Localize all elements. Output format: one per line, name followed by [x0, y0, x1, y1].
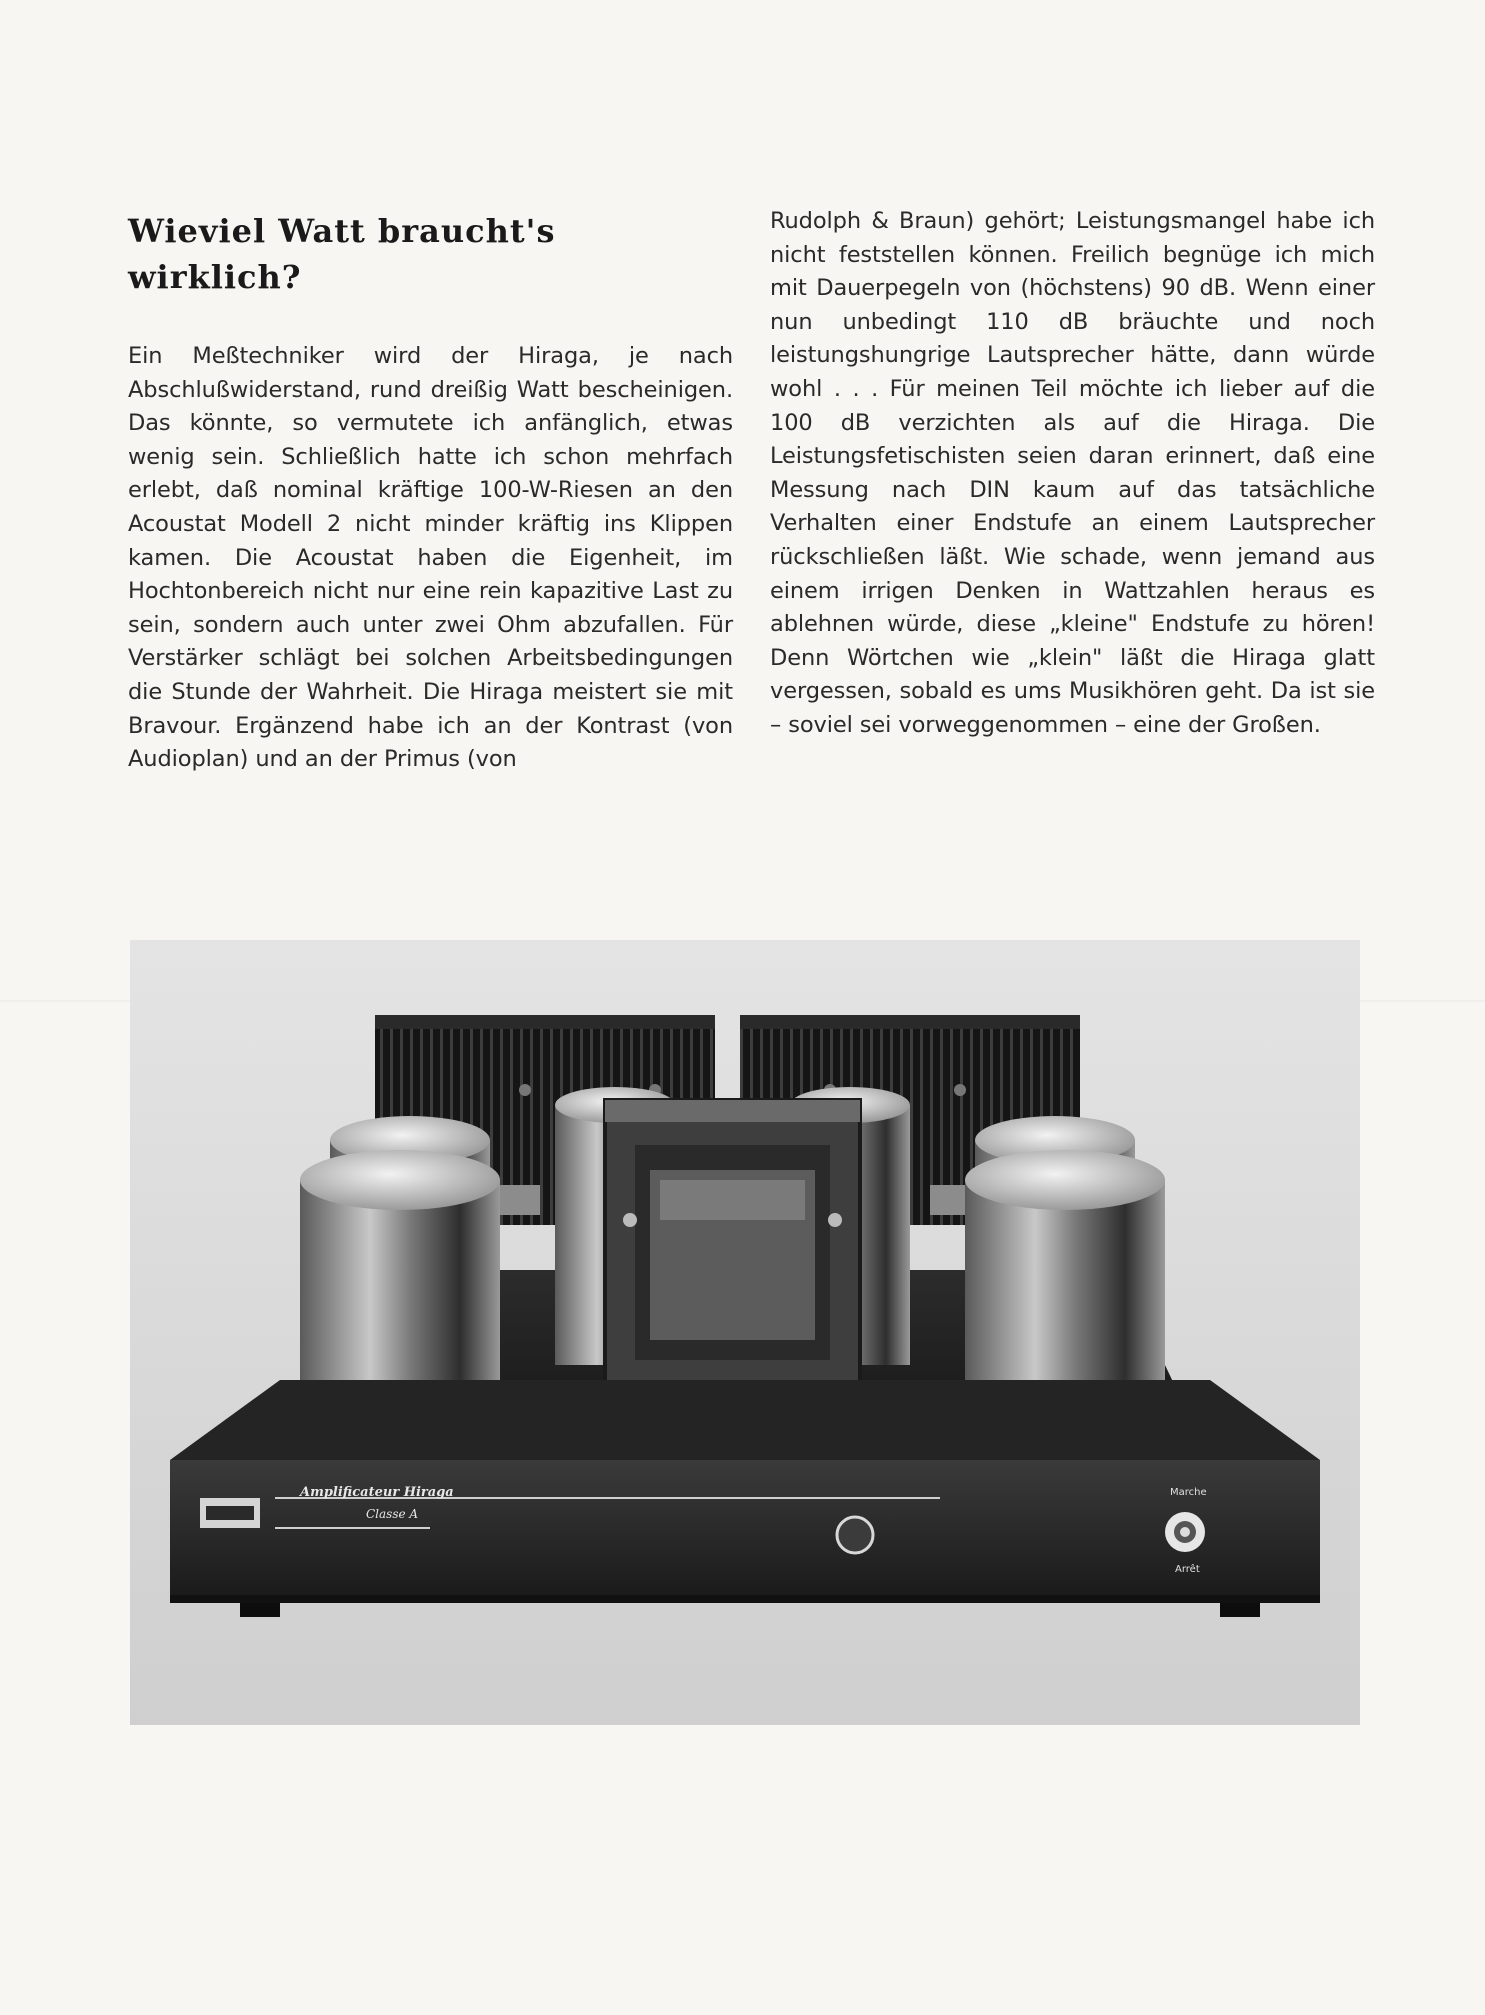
chassis-front-panel	[170, 1460, 1320, 1600]
output-transformer	[605, 1100, 860, 1400]
panel-class-label: Classe A	[366, 1507, 419, 1521]
switch-label-marche: Marche	[1170, 1487, 1207, 1498]
panel-model-label: Amplificateur Hiraga	[300, 1485, 454, 1500]
power-switch	[1165, 1512, 1205, 1552]
article-column-right: Rudolph & Braun) gehört; Leistungsmangel habe ich nicht feststellen können. Freilich begnüge ich mich mit Dauerpegeln von (höchstens) 90 dB. Wenn einer nun unbedingt 110 dB bräuchte und noch leistungshungrige Lautsprecher hätte, dann würde wohl . . . Für meinen Teil möchte ich lieber auf die 100 dB verzichten als auf die Hiraga. Die Leistungsfetischisten seien daran erinnert, daß eine Messung nach DIN kaum auf das tatsächliche Verhalten einer Endstufe an einem Lautsprecher rückschließen läßt. Wie schade, wenn jemand aus einem irrigen Denken in Wattzahlen heraus es ablehnen würde, diese „kleine" Endstufe zu hören! Denn Wörtchen wie „klein" läßt die Hiraga glatt vergessen, sobald es ums Musikhören geht. Da ist sie – soviel sei vorweggenommen – eine der Großen.	[770, 208, 1375, 738]
article-column-left: Ein Meßtechniker wird der Hiraga, je nach Abschlußwiderstand, rund dreißig Watt bescheinigen. Das könnte, so vermutete ich anfänglich, etwas wenig sein. Schließlich hatte ich schon mehrfach erlebt, daß nominal kräftige 100-W-Riesen an den Acoustat Modell 2 nicht minder kräftig ins Klippen kamen. Die Acoustat haben die Eigenheit, im Hochtonbereich nicht nur eine rein kapazitive Last zu sein, sondern auch unter zwei Ohm abzufallen. Für Verstärker schlägt bei solchen Arbeitsbedingungen die Stunde der Wahrheit. Die Hiraga meistert sie mit Bravour. Ergänzend habe ich an der Kontrast (von Audioplan) und an der Primus (von	[128, 343, 733, 773]
front-input-button	[837, 1517, 873, 1553]
switch-label-arret: Arrêt	[1175, 1564, 1200, 1575]
foot-left	[240, 1603, 280, 1617]
article-headline: Wieviel Watt braucht's wirklich?	[128, 212, 556, 296]
foot-right	[1220, 1603, 1260, 1617]
amplifier-photo	[130, 940, 1360, 1725]
